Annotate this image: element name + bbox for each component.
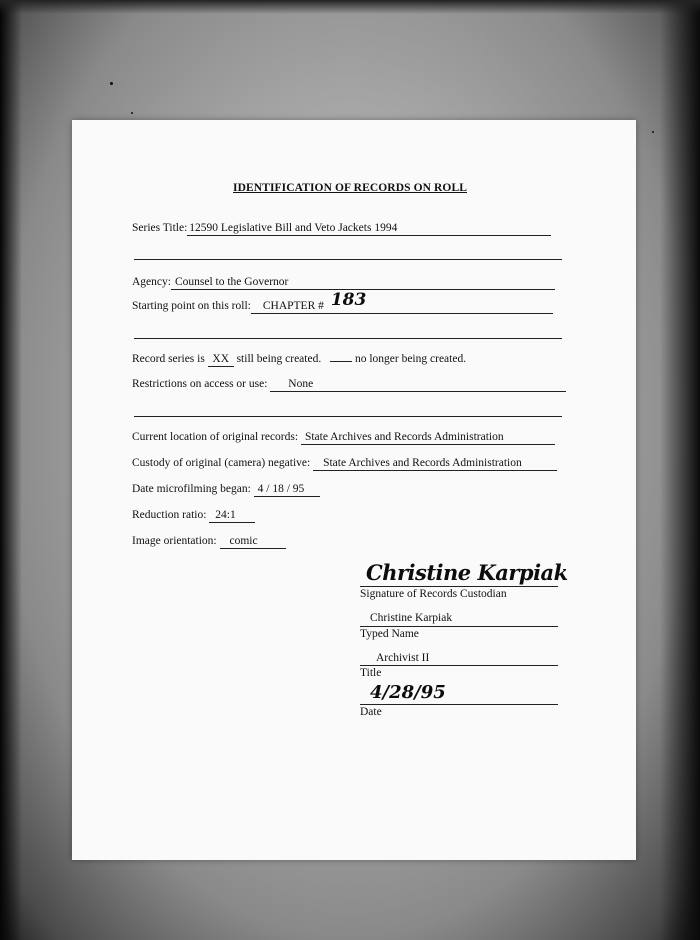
starting-point-label: Starting point on this roll:: [132, 300, 251, 312]
blank-line: [134, 259, 562, 260]
image-orientation-label: Image orientation:: [132, 535, 217, 547]
still-being-created-mark: XX: [208, 353, 234, 367]
date-microfilming-row: [132, 483, 320, 497]
reduction-ratio-value: 24:1: [209, 509, 255, 523]
starting-point-fill: [251, 290, 553, 314]
current-location-label: Current location of original records:: [132, 431, 299, 443]
title-label: Title: [360, 667, 382, 679]
typed-name-value: Christine Karpiak: [370, 612, 453, 624]
date-label: Date: [360, 706, 382, 718]
blank-line: [134, 416, 562, 417]
series-title-value: 12590 Legislative Bill and Veto Jackets 1994: [187, 222, 551, 236]
custody-label: Custody of original (camera) negative:: [132, 457, 311, 469]
date-value-area: [360, 684, 560, 704]
film-edge-top: [0, 0, 700, 14]
typed-name-line: [360, 626, 558, 627]
agency-value: Counsel to the Governor: [171, 276, 555, 290]
series-title-label: Series Title:: [132, 222, 188, 234]
starting-point-value: CHAPTER #: [262, 300, 324, 312]
typed-name-block: [360, 612, 558, 640]
custody-value: State Archives and Records Administration: [313, 457, 557, 471]
signature-line-block: [360, 586, 558, 600]
restrictions-label: Restrictions on access or use:: [132, 378, 268, 390]
records-form-page: [72, 120, 636, 860]
date-line: [360, 704, 558, 705]
custodian-signature: Christine Karpiak: [366, 560, 568, 585]
date-block: [360, 684, 560, 718]
restrictions-row: [132, 378, 566, 392]
custody-row: [132, 457, 557, 471]
still-being-created-text: still being created.: [236, 353, 322, 365]
reduction-ratio-label: Reduction ratio:: [132, 509, 207, 521]
agency-label: Agency:: [132, 276, 171, 288]
title-line: [360, 665, 558, 666]
film-edge-right: [660, 0, 700, 940]
chapter-number-handwritten: 183: [330, 290, 367, 310]
agency-row: [132, 276, 555, 290]
signature-label: Signature of Records Custodian: [360, 588, 507, 600]
typed-name-label: Typed Name: [360, 628, 419, 640]
title-value: Archivist II: [376, 652, 430, 664]
signature-line: [360, 586, 558, 587]
dust-speck: [652, 131, 654, 133]
date-microfilming-value: 4 / 18 / 95: [254, 483, 320, 497]
form-title: IDENTIFICATION OF RECORDS ON ROLL: [233, 182, 467, 194]
record-series-label: Record series is: [132, 353, 205, 365]
signed-date-handwritten: 4/28/95: [370, 682, 446, 703]
date-microfilming-label: Date microfilming began:: [132, 483, 251, 495]
image-orientation-row: [132, 535, 286, 549]
starting-point-row: [132, 290, 553, 314]
blank-line: [134, 338, 562, 339]
no-longer-being-created-mark: [330, 361, 352, 362]
title-block: [360, 652, 558, 679]
series-title-row: [132, 222, 551, 236]
current-location-value: State Archives and Records Administration: [301, 431, 555, 445]
image-orientation-value: comic: [220, 535, 286, 549]
dust-speck: [131, 112, 133, 114]
dust-speck: [110, 82, 113, 85]
no-longer-being-created-text: no longer being created.: [354, 353, 467, 365]
restrictions-value: None: [270, 378, 566, 392]
film-edge-left: [0, 0, 22, 940]
reduction-ratio-row: [132, 509, 255, 523]
record-series-row: [132, 353, 466, 367]
current-location-row: [132, 431, 555, 445]
